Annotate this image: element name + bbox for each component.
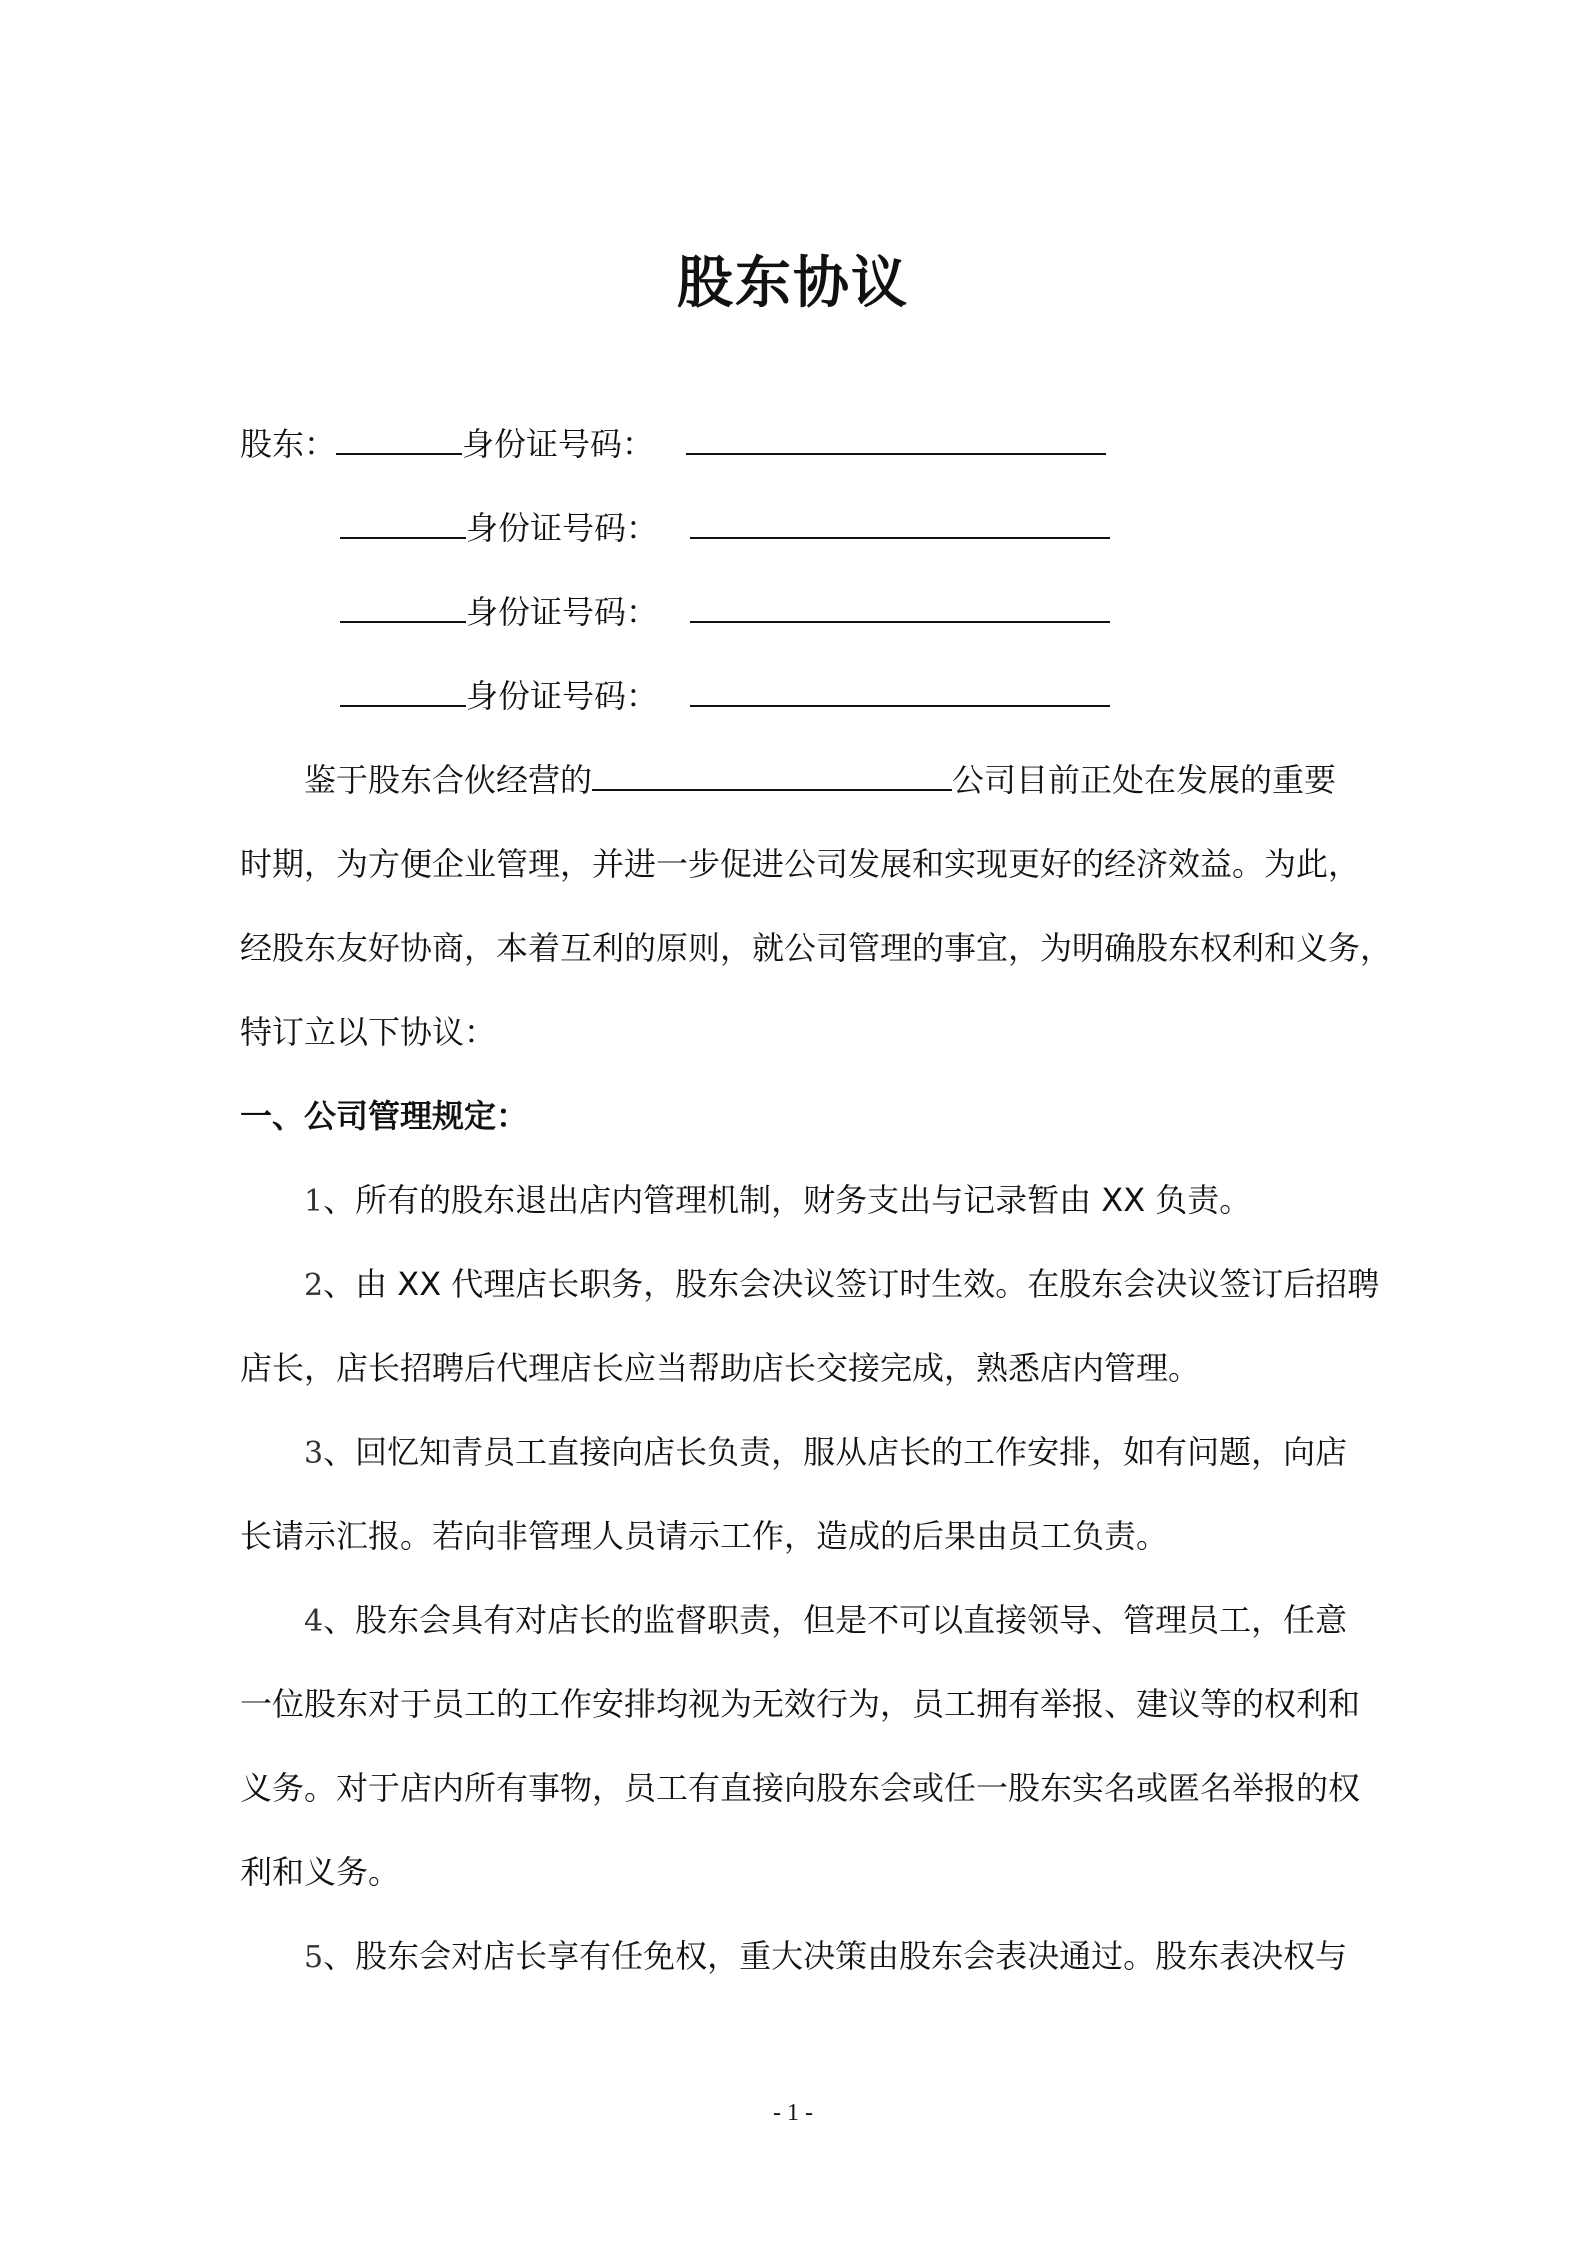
clause-text: 、回忆知青员工直接向店长负责，服从店长的工作安排，如有问题，向店	[323, 1433, 1348, 1471]
id-label: 身份证号码：	[466, 677, 659, 715]
id-number-blank[interactable]	[690, 675, 1110, 707]
shareholder-row-1	[240, 422, 1106, 466]
id-number-blank[interactable]	[690, 591, 1110, 623]
clause-text: 、股东会对店长享有任免权，重大决策由股东会表决通过。股东表决权与	[323, 1937, 1348, 1975]
clause-4	[304, 1598, 1347, 1644]
clause-text: 、股东会具有对店长的监督职责，但是不可以直接领导、管理员工，任意	[323, 1601, 1348, 1639]
shareholder-row-2	[340, 506, 1110, 550]
company-name-blank[interactable]	[592, 759, 952, 791]
document-title: 股东协议	[677, 251, 909, 316]
clause-3	[304, 1430, 1347, 1476]
id-number-blank[interactable]	[686, 423, 1106, 455]
id-label: 身份证号码：	[466, 593, 659, 631]
clause-4-cont-3: 利和义务。	[240, 1853, 401, 1891]
clause-3-cont: 长请示汇报。若向非管理人员请示工作，造成的后果由员工负责。	[240, 1517, 1169, 1555]
clause-5	[304, 1934, 1347, 1980]
clause-2-cont: 店长，店长招聘后代理店长应当帮助店长交接完成，熟悉店内管理。	[240, 1349, 1201, 1387]
clause-number: 1	[304, 1184, 324, 1219]
clause-text: 、所有的股东退出店内管理机制，财务支出与记录暂由 XX 负责。	[323, 1181, 1252, 1219]
clause-number: 5	[304, 1940, 324, 1975]
intro-text: 鉴于股东合伙经营的	[304, 761, 593, 799]
intro-text: 公司目前正处在发展的重要	[952, 761, 1337, 799]
shareholder-row-4	[340, 674, 1110, 718]
intro-line-4: 特订立以下协议：	[240, 1013, 497, 1051]
shareholder-name-blank[interactable]	[340, 507, 466, 539]
intro-line-3: 经股东友好协商，本着互利的原则，就公司管理的事宜，为明确股东权利和义务，	[240, 929, 1393, 967]
clause-4-cont-2: 义务。对于店内所有事物，员工有直接向股东会或任一股东实名或匿名举报的权	[240, 1769, 1361, 1807]
id-label: 身份证号码：	[466, 509, 659, 547]
clause-2	[304, 1262, 1379, 1308]
intro-line-1	[304, 758, 1336, 802]
clause-1	[304, 1178, 1251, 1224]
shareholder-name-blank[interactable]	[340, 675, 466, 707]
shareholder-name-blank[interactable]	[336, 423, 462, 455]
id-label: 身份证号码：	[462, 425, 655, 463]
id-number-blank[interactable]	[690, 507, 1110, 539]
intro-line-2: 时期，为方便企业管理，并进一步促进公司发展和实现更好的经济效益。为此，	[240, 845, 1361, 883]
page-number: - 1 -	[773, 2100, 813, 2126]
shareholder-name-blank[interactable]	[340, 591, 466, 623]
clause-number: 3	[304, 1436, 324, 1471]
clause-4-cont-1: 一位股东对于员工的工作安排均视为无效行为，员工拥有举报、建议等的权利和	[240, 1685, 1361, 1723]
clause-number: 2	[304, 1268, 324, 1303]
shareholder-row-3	[340, 590, 1110, 634]
clause-text: 、由 XX 代理店长职务，股东会决议签订时生效。在股东会决议签订后招聘	[323, 1265, 1380, 1303]
clause-number: 4	[304, 1604, 324, 1639]
section-heading: 一、公司管理规定：	[240, 1097, 529, 1135]
shareholder-label: 股东：	[240, 425, 337, 463]
